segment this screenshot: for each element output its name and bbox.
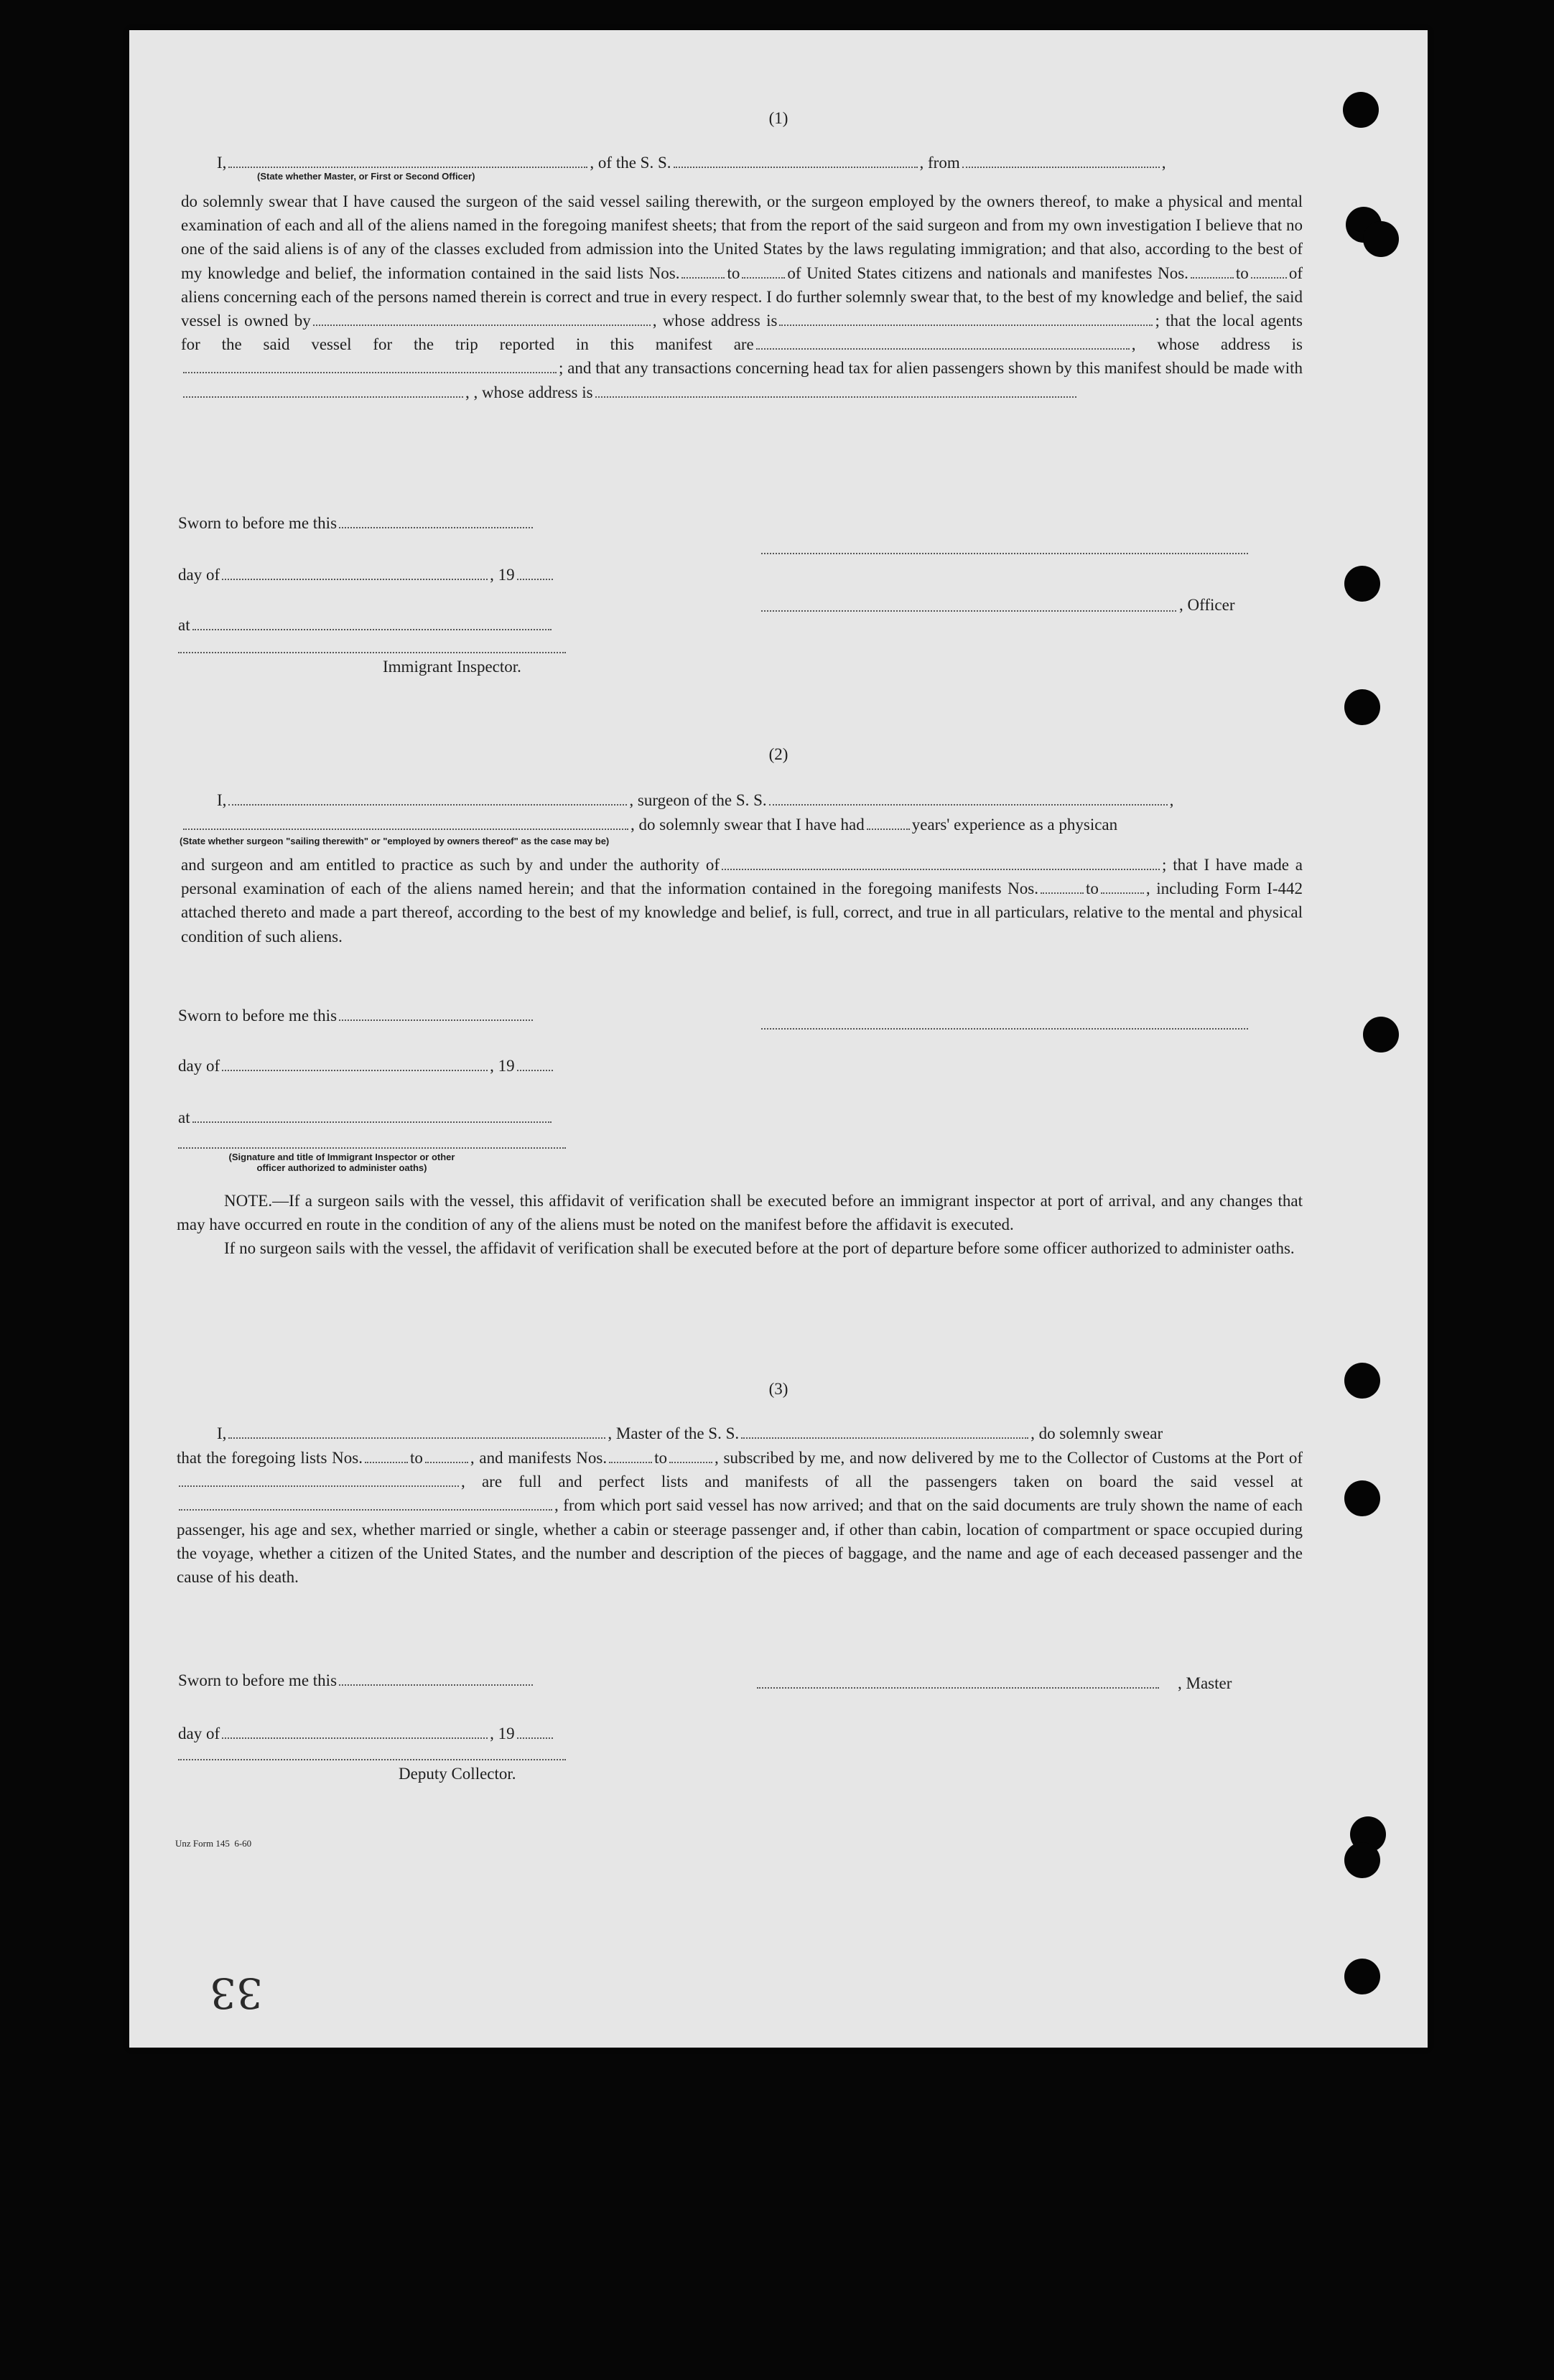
punch-hole	[1344, 1959, 1380, 1994]
from-port-blank[interactable]	[962, 155, 1160, 168]
agents-blank[interactable]	[756, 337, 1130, 350]
declarant-prefix: I,	[217, 154, 227, 172]
agents-address-blank[interactable]	[183, 360, 557, 373]
sworn-day-blank[interactable]	[339, 1673, 533, 1686]
master-label: , Master	[1178, 1674, 1232, 1692]
caption-line-1: (Signature and title of Immigrant Inspector or other	[228, 1152, 455, 1162]
port-blank[interactable]	[179, 1474, 459, 1487]
year-blank[interactable]	[517, 567, 553, 580]
lists-from-blank[interactable]	[681, 266, 725, 279]
administering-officer-line[interactable]	[178, 1147, 566, 1149]
agents-text: ; that the local agents for the said vessel for the trip reported in this manifest are	[181, 312, 1303, 354]
punch-hole	[1343, 92, 1379, 128]
section-1-body: do solemnly swear that I have caused the surgeon of the said vessel sailing therewith, or the surgeon employed by the owners thereof, to make a physical and mental examination of each and all of the aliens named in the foregoing manifest sheets; that from the report of the said surgeon and from my own investigation I believe that no one of the said aliens is of any of the classes excluded from admission into the United States by the laws regulating immigration; and that also, according to the best of my knowledge and belief, the information contained in the said lists Nos. to of United States citizens and nationals and manifestes Nos. to of aliens concerning each of the persons named therein is correct and true in every respect. I do further solemnly swear that, to the best of my knowledge and belief, the said vessel is owned by , whose address is ; that the local agents for the said vessel for the trip reported in this manifest are , whose address is; and that any transactions concerning head tax for alien passengers shown by this manifest should be made with, , whose address is	[181, 192, 1303, 401]
section-2-number: (2)	[768, 745, 788, 763]
section-3-number: (3)	[768, 1380, 788, 1398]
section-1-first-line: I, , of the S. S. , from ,	[217, 154, 1166, 172]
to-label: to	[727, 263, 740, 282]
officer-name-blank[interactable]	[228, 155, 587, 168]
section-2-first-line: I, , surgeon of the S. S. ,	[217, 791, 1174, 809]
punch-hole	[1344, 566, 1380, 602]
declarant-prefix: I,	[217, 791, 227, 809]
lists-to-blank[interactable]	[742, 266, 785, 279]
section-2-second-line	[181, 813, 1117, 836]
address-label: , whose address is	[1131, 335, 1303, 354]
officer-title-line[interactable]	[761, 610, 1176, 612]
surgeon-signature-line[interactable]	[761, 1028, 1248, 1030]
year-blank[interactable]	[517, 1726, 553, 1739]
manifests-to-blank[interactable]	[669, 1450, 712, 1463]
form-code: 6-60	[234, 1838, 252, 1849]
sworn-label: Sworn to before me this	[178, 1671, 338, 1689]
passengers-text: , are full and perfect lists and manifests of all the passengers taken on board the said vessel at	[461, 1473, 1303, 1491]
officer-label: , Officer	[1179, 596, 1235, 614]
collector-text: , subscribed by me, and now delivered by me to the Collector of Customs at the Port of	[715, 1449, 1303, 1467]
owner-text: of aliens concerning each of the persons named therein is correct and true in every respect. I do further solemnly swear that, to the best of my knowledge and belief, the said vessel is owned by	[181, 263, 1303, 330]
vessel-name-blank[interactable]	[674, 155, 918, 168]
vessel-label: , of the S. S.	[590, 154, 671, 172]
section-1-sworn	[178, 511, 535, 535]
section-1-at	[178, 613, 554, 637]
section-2-day-of	[178, 1054, 555, 1078]
manifests-from-blank[interactable]	[1191, 266, 1234, 279]
oath-text: do solemnly swear that I have caused the surgeon of the said vessel sailing therewith, or the surgeon employed by the owners thereof, to make a physical and mental examination of each and all of the aliens named in the foregoing manifest sheets; that from the report of the said surgeon and from my own investigation I believe that no one of the said aliens is of any of the classes excluded from admission into the United States by the laws regulating immigration; and that also, according to the best of my knowledge and belief, the information contained in the said lists Nos.	[181, 192, 1303, 282]
sworn-label: Sworn to before me this	[178, 1007, 338, 1025]
lists-text: that the foregoing lists Nos.	[177, 1449, 363, 1467]
manifests-text: , and manifests Nos.	[470, 1449, 608, 1467]
place-blank[interactable]	[192, 617, 552, 630]
punch-hole	[1344, 689, 1380, 725]
physician-text: years' experience as a physican	[911, 816, 1118, 834]
surgeon-vessel-label: , surgeon of the S. S.	[629, 791, 767, 809]
examination-text: ; that I have made a personal examination of each of the aliens named herein; and that the information contained in the foregoing manifests Nos.	[181, 856, 1303, 898]
authority-blank[interactable]	[722, 857, 1160, 870]
section-2-at	[178, 1106, 554, 1129]
surgeon-manifest-to-blank[interactable]	[1101, 881, 1144, 894]
form-name: Unz Form 145	[175, 1838, 230, 1849]
documents-text: , from which port said vessel has now arrived; and that on the said documents are truly shown the name of each passenger, his age and sex, whether married or single, whether a cabin or steerage passenger and, if other than cabin, location of compartment or space occupied during the voyage, whether a citizen of the United States, and the number and description of the pieces of baggage, and the name and age of each deceased passenger and the cause of his death.	[177, 1496, 1303, 1587]
section-3-first-line	[217, 1422, 1163, 1445]
at-label: at	[178, 1109, 190, 1126]
lists-from-blank[interactable]	[365, 1450, 408, 1463]
punch-hole	[1363, 1017, 1399, 1053]
day-of-label: day of	[178, 566, 220, 584]
year-prefix: , 19	[490, 566, 515, 584]
at-label: at	[178, 616, 190, 634]
to-label: to	[654, 1449, 667, 1467]
sworn-day-blank[interactable]	[339, 1008, 533, 1021]
to-label: to	[409, 1449, 423, 1467]
inspector-signature-line[interactable]	[178, 652, 566, 653]
head-tax-text: ; and that any transactions concerning head tax for alien passengers shown by this manifest should be made with	[559, 359, 1303, 378]
deputy-collector-label: Deputy Collector.	[399, 1765, 516, 1783]
administering-officer-caption	[205, 1152, 478, 1173]
deputy-collector-line[interactable]	[178, 1759, 566, 1760]
caption-line-2: officer authorized to administer oaths)	[256, 1162, 427, 1173]
owner-blank[interactable]	[313, 313, 651, 326]
section-2-body	[181, 853, 1303, 948]
note-paragraph-1: NOTE.—If a surgeon sails with the vessel, this affidavit of verification shall be executed before an immigrant inspector at port of arrival, and any changes that may have occurred en route in the condition of any of the aliens must be noted on the manifest before the affidavit is executed.	[177, 1192, 1303, 1234]
section-3-sworn	[178, 1669, 535, 1692]
master-vessel-label: , Master of the S. S.	[608, 1424, 740, 1442]
year-prefix: , 19	[490, 1057, 515, 1075]
document-page	[129, 30, 1428, 2048]
citizens-text: of United States citizens and nationals and manifestes Nos.	[787, 263, 1188, 282]
head-tax-party-blank[interactable]	[183, 385, 463, 398]
day-of-label: day of	[178, 1057, 220, 1075]
surgeon-status-blank[interactable]	[183, 817, 628, 830]
surgeon-vessel-blank[interactable]	[769, 793, 1168, 806]
section-1-day-of	[178, 563, 555, 587]
punch-hole	[1344, 1363, 1380, 1399]
sworn-day-blank[interactable]	[339, 515, 533, 528]
day-of-label: day of	[178, 1725, 220, 1742]
note-paragraph-2: If no surgeon sails with the vessel, the affidavit of verification shall be executed before at the port of departure before some officer authorized to administer oaths.	[224, 1239, 1295, 1258]
master-vessel-blank[interactable]	[741, 1426, 1028, 1439]
section-1-number: (1)	[768, 109, 788, 127]
manifests-from-blank[interactable]	[609, 1450, 652, 1463]
address-label: , whose address is	[652, 312, 778, 330]
punch-hole	[1363, 221, 1399, 257]
surgeon-name-blank[interactable]	[228, 793, 627, 806]
verification-note	[177, 1189, 1303, 1261]
years-blank[interactable]	[867, 817, 910, 830]
handwritten-page-number: 33	[210, 1969, 263, 2017]
section-3-body	[177, 1446, 1303, 1589]
to-label: to	[1235, 263, 1249, 282]
surgeon-status-caption: (State whether surgeon "sailing therewith" or "employed by owners thereof" as the case may be)	[180, 836, 610, 846]
officer-rank-caption: (State whether Master, or First or Second Officer)	[257, 171, 475, 182]
section-2-sworn	[178, 1004, 535, 1027]
declarant-prefix: I,	[217, 1424, 227, 1442]
section-3-day-of	[178, 1722, 555, 1745]
manifests-to-blank[interactable]	[1251, 266, 1287, 279]
head-tax-address-blank[interactable]	[595, 385, 1076, 398]
punch-hole	[1344, 1480, 1380, 1516]
month-blank[interactable]	[222, 567, 488, 580]
authority-text: and surgeon and am entitled to practice as such by and under the authority of	[181, 856, 720, 874]
lists-to-blank[interactable]	[425, 1450, 468, 1463]
sworn-label: Sworn to before me this	[178, 514, 338, 532]
experience-text: , do solemnly swear that I have had	[631, 816, 865, 834]
place-blank[interactable]	[192, 1110, 552, 1123]
officer-signature-line[interactable]	[761, 553, 1248, 554]
from-label: , from	[919, 154, 960, 172]
swear-label: , do solemnly swear	[1030, 1424, 1163, 1442]
month-blank[interactable]	[222, 1058, 488, 1071]
to-label: to	[1086, 879, 1099, 898]
master-signature-line[interactable]	[757, 1687, 1159, 1689]
punch-hole	[1344, 1842, 1380, 1878]
condition-text: , including Form I-442 attached thereto and made a part thereof, according to the best of my knowledge and belief, is full, correct, and true in all particulars, relative to the mental and physical condition of such aliens.	[181, 879, 1303, 946]
surgeon-manifest-from-blank[interactable]	[1041, 881, 1084, 894]
owner-address-blank[interactable]	[779, 313, 1153, 326]
month-blank[interactable]	[222, 1726, 488, 1739]
address-label: , whose address is	[473, 383, 593, 401]
embarkation-port-blank[interactable]	[179, 1498, 552, 1511]
form-number	[175, 1838, 251, 1849]
immigrant-inspector-label: Immigrant Inspector.	[383, 658, 521, 676]
year-blank[interactable]	[517, 1058, 553, 1071]
master-name-blank[interactable]	[228, 1426, 605, 1439]
year-prefix: , 19	[490, 1725, 515, 1742]
